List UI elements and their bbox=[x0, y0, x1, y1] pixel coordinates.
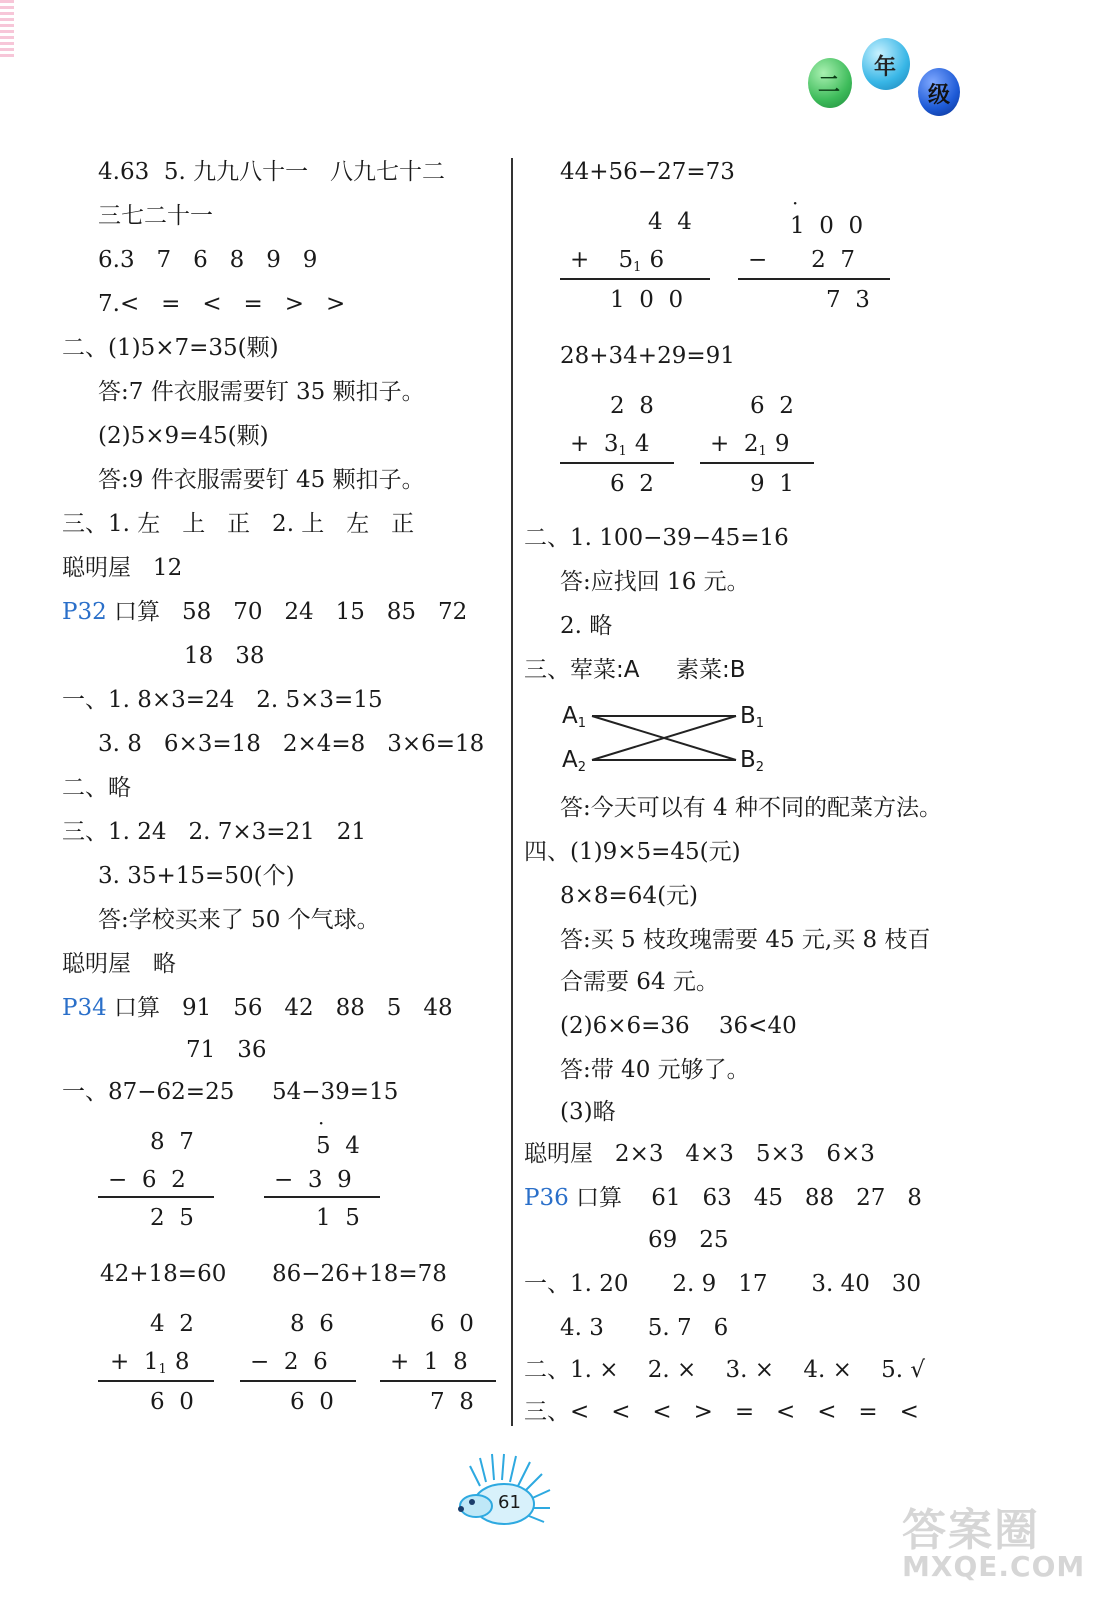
dish-a-letter: A bbox=[562, 703, 578, 729]
answer-line: 54−39=15 bbox=[272, 1079, 399, 1105]
page-number-badge bbox=[446, 1452, 554, 1528]
answer-line: 二、1. × 2. × 3. × 4. × 5. √ bbox=[524, 1357, 925, 1383]
answer-line: 7.< = < = > > bbox=[98, 291, 346, 317]
answer-line: 一、1. 20 2. 9 17 3. 40 30 bbox=[524, 1271, 922, 1297]
vertical-calc-digits bbox=[110, 1348, 189, 1384]
column-divider bbox=[511, 158, 513, 1426]
calc-digit: 9 bbox=[774, 431, 790, 457]
carry-mark: 1 bbox=[633, 260, 642, 275]
answer-line: 二、略 bbox=[62, 775, 131, 801]
calc-digit: + 1 bbox=[110, 1349, 159, 1375]
section-p34 bbox=[62, 994, 453, 1022]
answer-line: 69 25 bbox=[648, 1227, 729, 1253]
page-ref-p34: P34 bbox=[62, 995, 107, 1021]
dish-index: 2 bbox=[577, 760, 587, 775]
calc-line bbox=[738, 278, 890, 280]
answer-line: 三、1. 24 2. 7×3=21 21 bbox=[62, 819, 366, 845]
calc-line bbox=[264, 1196, 380, 1198]
vertical-calc-digits: − 2 7 bbox=[748, 247, 856, 273]
grade-char-2: 年 bbox=[874, 55, 897, 80]
answer-line: 18 38 bbox=[184, 643, 265, 669]
answer-line: 8×8=64(元) bbox=[560, 883, 699, 909]
answer-line: 聪明屋 略 bbox=[62, 951, 176, 977]
answer-line: 聪明屋 12 bbox=[62, 555, 183, 581]
vertical-calc-digits: 7 8 bbox=[430, 1389, 474, 1415]
section-text: 口算 61 63 45 88 27 8 bbox=[568, 1185, 922, 1211]
edge-decoration bbox=[0, 0, 14, 60]
vertical-calc-digits: 5 4 bbox=[316, 1133, 360, 1159]
answer-line: 三七二十一 bbox=[98, 203, 213, 229]
page-ref-p36: P36 bbox=[524, 1185, 569, 1211]
answer-line: 44+56−27=73 bbox=[560, 159, 735, 185]
vertical-calc-digits: 2 5 bbox=[150, 1205, 194, 1231]
vertical-calc-digits: − 3 9 bbox=[274, 1167, 352, 1193]
section-p32 bbox=[62, 598, 467, 626]
watermark-url: MXQE.COM bbox=[902, 1550, 1086, 1583]
vertical-calc-digits: 1 5 bbox=[316, 1205, 360, 1231]
dish-a-letter: A bbox=[562, 747, 578, 773]
dish-a1-label bbox=[562, 702, 586, 738]
answer-line: 28+34+29=91 bbox=[560, 343, 735, 369]
answer-line: 4. 3 5. 7 6 bbox=[560, 1315, 729, 1341]
dish-b-letter: B bbox=[740, 703, 756, 729]
calc-line bbox=[700, 462, 814, 464]
vertical-calc-digits: 6 0 bbox=[290, 1389, 334, 1415]
answer-line: 答:应找回 16 元。 bbox=[560, 569, 750, 595]
calc-digit: + 2 bbox=[710, 431, 759, 457]
answer-line: 四、(1)9×5=45(元) bbox=[524, 839, 741, 865]
dish-a2-label bbox=[562, 746, 586, 782]
answer-line: 答:带 40 元够了。 bbox=[560, 1057, 750, 1083]
vertical-calc-digits: 2 8 bbox=[610, 393, 654, 419]
answer-line: 答:买 5 枝玫瑰需要 45 元,买 8 枝百 bbox=[560, 927, 931, 953]
borrow-dot: · bbox=[318, 1111, 325, 1135]
answer-line: 三、< < < > = < < = < bbox=[524, 1399, 919, 1425]
carry-mark: 1 bbox=[758, 444, 767, 459]
answer-line: 答:今天可以有 4 种不同的配菜方法。 bbox=[560, 795, 943, 821]
section-text: 口算 91 56 42 88 5 48 bbox=[106, 995, 453, 1021]
calc-line bbox=[560, 278, 710, 280]
section-text: 口算 58 70 24 15 85 72 bbox=[106, 599, 468, 625]
vertical-calc-digits: − 2 6 bbox=[250, 1349, 328, 1375]
vertical-calc-digits bbox=[710, 430, 789, 466]
vertical-calc-digits bbox=[570, 246, 664, 282]
vertical-calc-digits: 6 0 bbox=[430, 1311, 474, 1337]
answer-line: 聪明屋 2×3 4×3 5×3 6×3 bbox=[524, 1141, 875, 1167]
calc-line bbox=[240, 1380, 356, 1382]
answer-line: (2)6×6=36 36<40 bbox=[560, 1013, 797, 1039]
vertical-calc-digits: 7 3 bbox=[826, 287, 870, 313]
vertical-calc-digits: 1 0 0 bbox=[610, 287, 684, 313]
carry-mark: 1 bbox=[158, 1362, 167, 1377]
answer-line: 3. 8 6×3=18 2×4=8 3×6=18 bbox=[98, 731, 485, 757]
page-ref-p32: P32 bbox=[62, 599, 107, 625]
calc-line bbox=[380, 1380, 496, 1382]
answer-line: 一、87−62=25 bbox=[62, 1079, 235, 1105]
vertical-calc-digits: 8 6 bbox=[290, 1311, 334, 1337]
calc-digit: 6 bbox=[649, 247, 665, 273]
answer-line: 三、荤菜:A 素菜:B bbox=[524, 657, 746, 683]
calc-digit: + 3 bbox=[570, 431, 619, 457]
carry-mark: 1 bbox=[618, 444, 627, 459]
hedgehog-icon bbox=[446, 1452, 554, 1528]
answer-line: 二、1. 100−39−45=16 bbox=[524, 525, 789, 551]
section-p36 bbox=[524, 1184, 922, 1212]
answer-line: 6.3 7 6 8 9 9 bbox=[98, 247, 318, 273]
answer-line: 三、1. 左 上 正 2. 上 左 正 bbox=[62, 511, 415, 537]
answer-line: 2. 略 bbox=[560, 613, 613, 639]
vertical-calc-digits: + 1 8 bbox=[390, 1349, 468, 1375]
dish-index: 1 bbox=[577, 716, 587, 731]
vertical-calc-digits: 9 1 bbox=[750, 471, 794, 497]
calc-digit: + 5 bbox=[570, 247, 634, 273]
page-number: 61 bbox=[498, 1492, 521, 1513]
answer-line: 答:学校买来了 50 个气球。 bbox=[98, 907, 380, 933]
answer-line: 答:7 件衣服需要钉 35 颗扣子。 bbox=[98, 379, 425, 405]
grade-char-1: 二 bbox=[818, 73, 841, 98]
vertical-calc-digits: 1 0 0 bbox=[790, 213, 864, 239]
vertical-calc-digits: 6 2 bbox=[610, 471, 654, 497]
calc-digit: 8 bbox=[174, 1349, 190, 1375]
vertical-calc-digits bbox=[570, 430, 649, 466]
dish-index: 2 bbox=[755, 760, 765, 775]
vertical-calc-digits: 6 2 bbox=[750, 393, 794, 419]
dish-b-letter: B bbox=[740, 747, 756, 773]
answer-line: 71 36 bbox=[186, 1037, 267, 1063]
dish-b2-label bbox=[740, 746, 764, 782]
calc-line bbox=[98, 1380, 214, 1382]
answer-line: (2)5×9=45(颗) bbox=[98, 423, 269, 449]
answer-line: 86−26+18=78 bbox=[272, 1261, 447, 1287]
vertical-calc-digits: 4 2 bbox=[150, 1311, 194, 1337]
vertical-calc-digits: 8 7 bbox=[150, 1129, 194, 1155]
answer-line: 42+18=60 bbox=[100, 1261, 227, 1287]
dish-b1-label bbox=[740, 702, 764, 738]
answer-line: 合需要 64 元。 bbox=[560, 969, 719, 995]
pairing-lines bbox=[590, 708, 740, 764]
answer-line: 答:9 件衣服需要钉 45 颗扣子。 bbox=[98, 467, 425, 493]
vertical-calc-digits: − 6 2 bbox=[108, 1167, 186, 1193]
answer-line: 一、1. 8×3=24 2. 5×3=15 bbox=[62, 687, 383, 713]
vertical-calc-digits: 4 4 bbox=[648, 209, 692, 235]
watermark-logo: 答案圈 bbox=[902, 1505, 1040, 1556]
answer-line: 4.63 5. 九九八十一 八九七十二 bbox=[98, 159, 446, 185]
answer-line: 3. 35+15=50(个) bbox=[98, 863, 295, 889]
vertical-calc-digits: 6 0 bbox=[150, 1389, 194, 1415]
calc-digit: 4 bbox=[634, 431, 650, 457]
grade-char-3: 级 bbox=[928, 83, 951, 108]
answer-line: (3)略 bbox=[560, 1099, 616, 1125]
calc-line bbox=[560, 462, 674, 464]
calc-line bbox=[98, 1196, 214, 1198]
dish-index: 1 bbox=[755, 716, 765, 731]
answer-line: 二、(1)5×7=35(颗) bbox=[62, 335, 279, 361]
borrow-dot: · bbox=[792, 191, 799, 215]
